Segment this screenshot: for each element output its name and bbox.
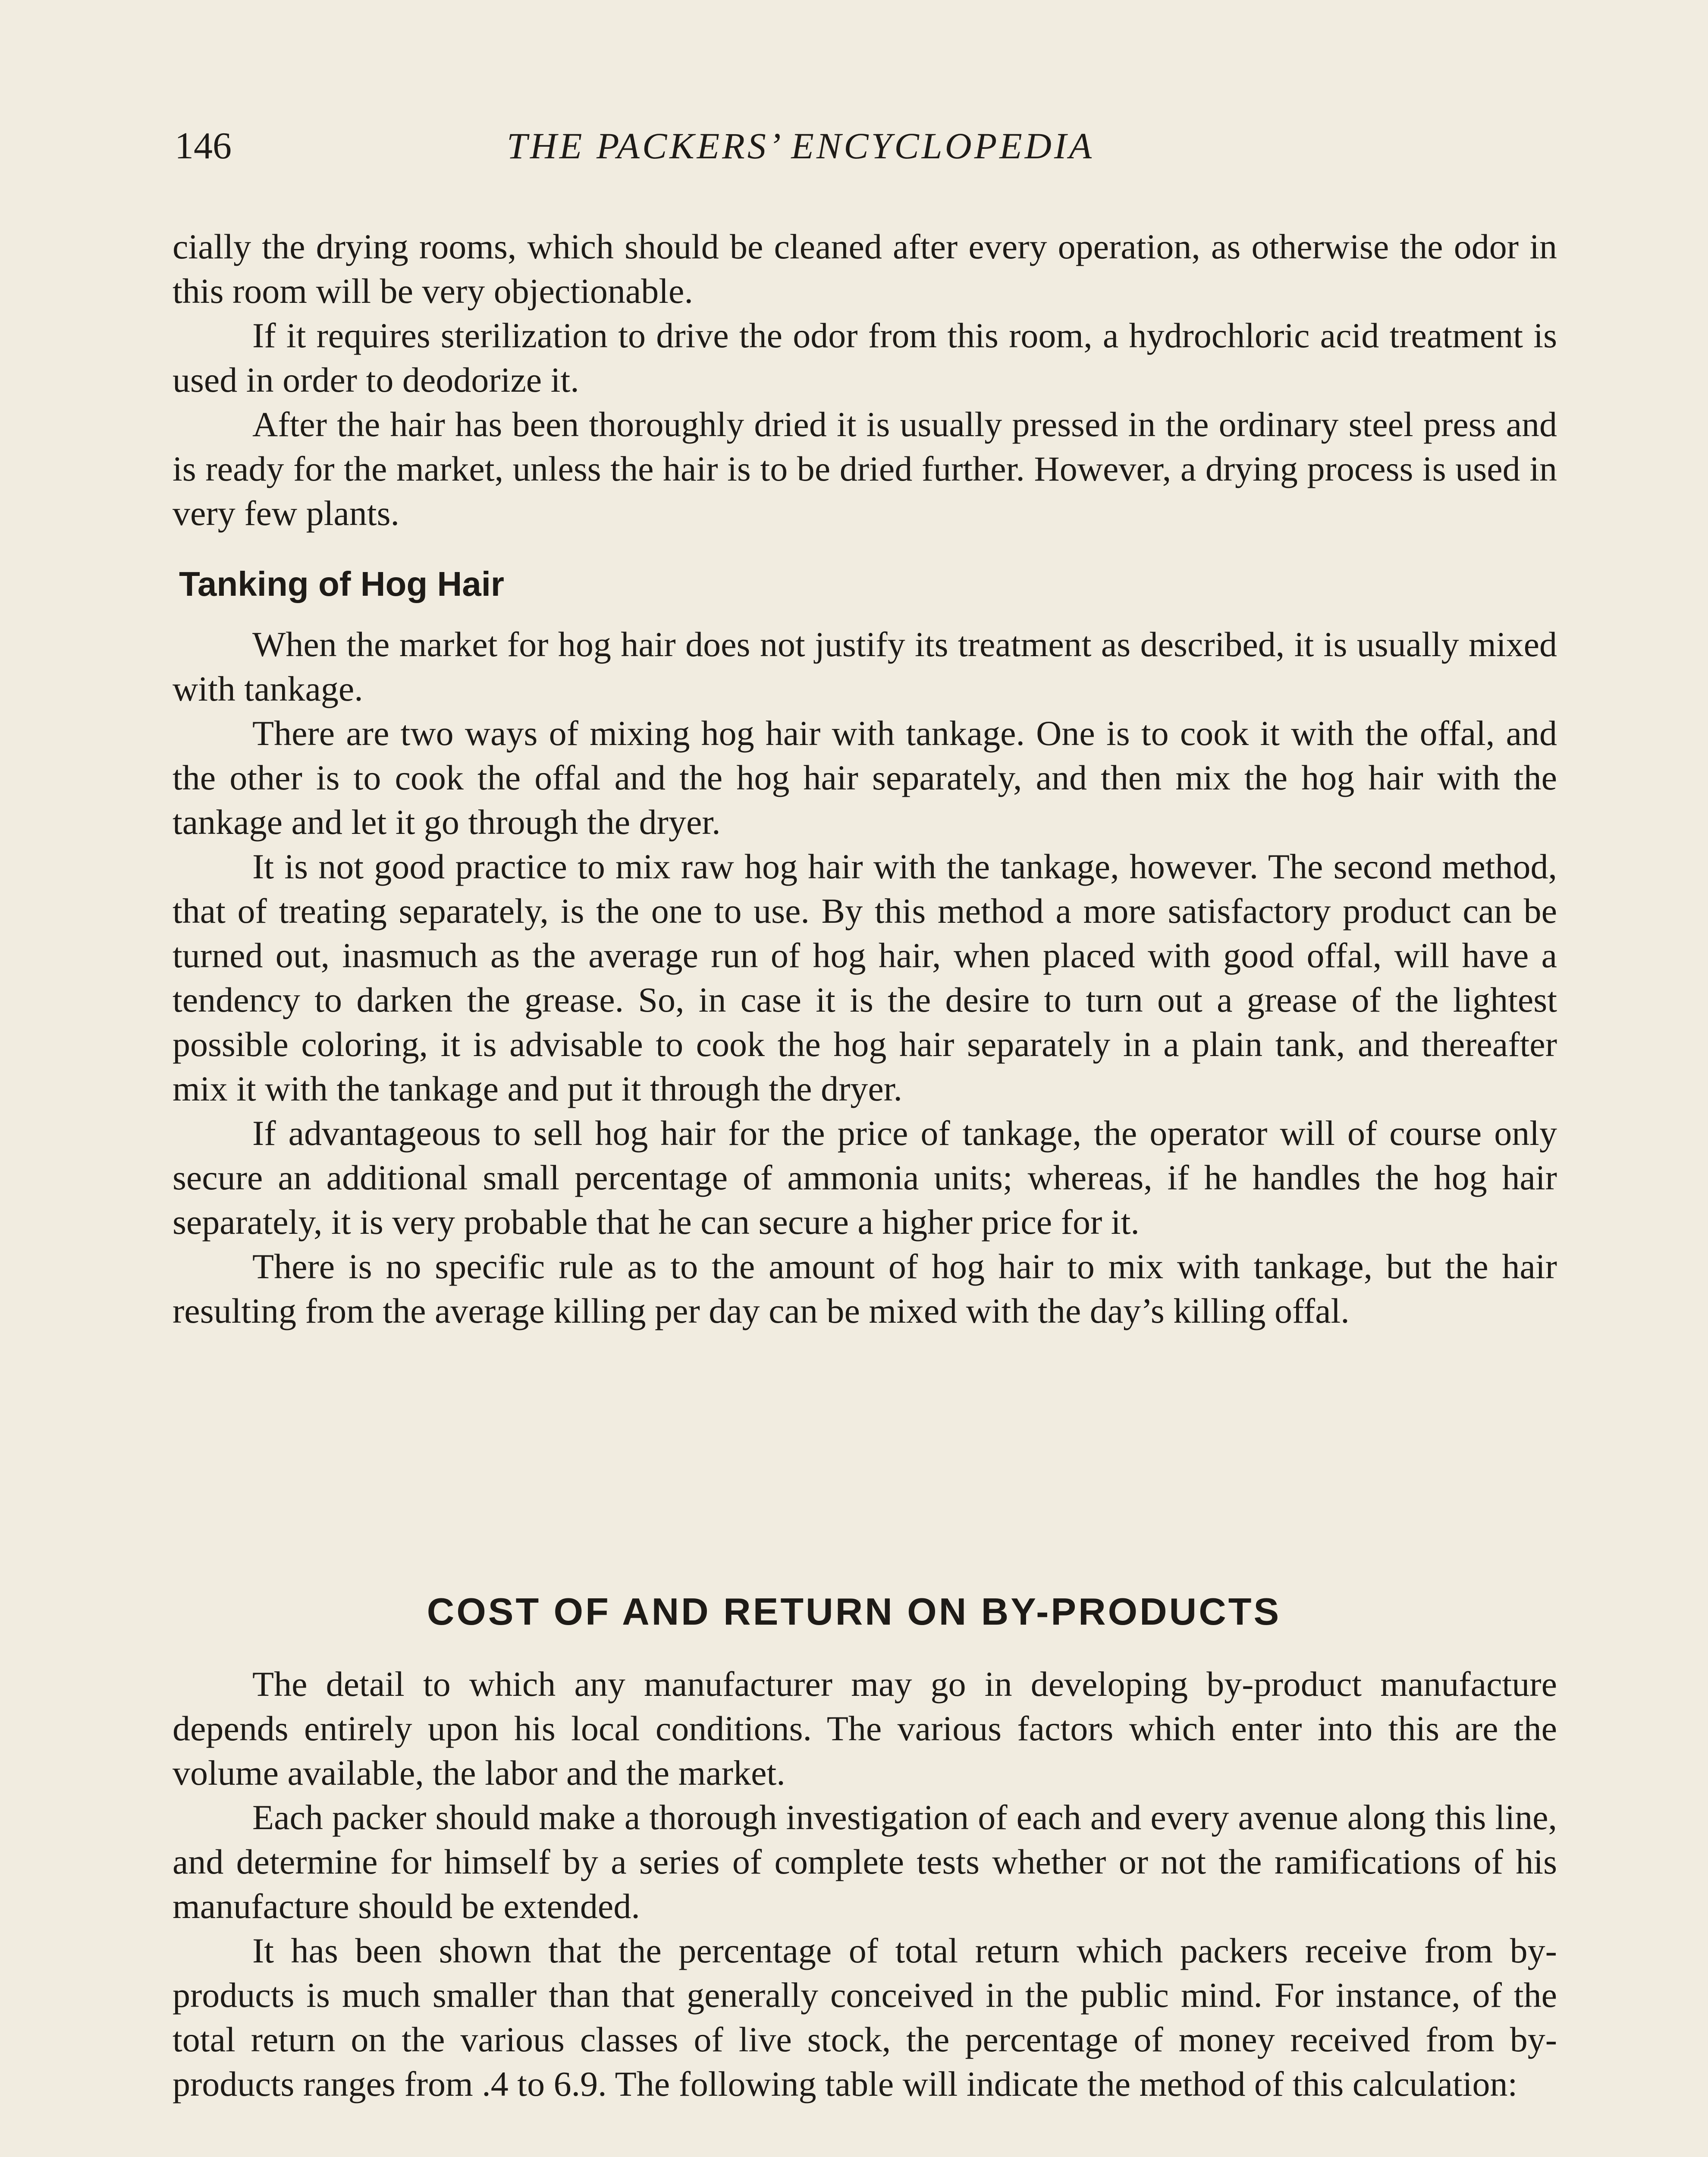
section-heading-tanking: Tanking of Hog Hair xyxy=(179,565,505,603)
paragraph: The detail to which any manufacturer may go in developing by-product manufacture depends entirely upon his local conditions. The various factors which enter into this are the volume available, the labor and the market. xyxy=(173,1664,1557,1792)
paragraph: If advantageous to sell hog hair for the price of tankage, the operator will of course only secure an additional small percentage of ammonia units; whereas, if he handles the hog hair separately, it is very probable that he can secure a higher price for it. xyxy=(173,1113,1557,1242)
page-number: 146 xyxy=(175,125,232,167)
paragraph: There is no specific rule as to the amount of hog hair to mix with tankage, but the hair resulting from the average killing per day can be mixed with the day’s killing offal. xyxy=(173,1247,1557,1330)
section-title-cost: COST OF AND RETURN ON BY-PRODUCTS xyxy=(427,1590,1281,1633)
paragraph: It is not good practice to mix raw hog hair with the tankage, however. The second method, that of treating separately, is the one to use. By this method a more satisfactory product can be turned out, inasmuch as the average run of hog hair, when placed with good offal, will have a tendency to darken the grease. So, in case it is the desire to turn out a grease of the lightest possible coloring, it is advisable to cook the hog hair separately in a plain tank, and thereafter mix it with the tankage and put it through the dryer. xyxy=(173,847,1557,1108)
paragraph: cially the drying rooms, which should be cleaned after every operation, as otherwise the odor in this room will be very objectionable. xyxy=(173,227,1557,311)
paragraph: It has been shown that the percentage of total return which packers receive from by-products is much smaller than that generally conceived in the public mind. For instance, of the total return on the various classes of live stock, the percentage of money received from by-products ranges from .4 to 6.9. The following table will indicate the method of this calculation: xyxy=(173,1931,1557,2104)
running-title: THE PACKERS’ ENCYCLOPEDIA xyxy=(507,125,1095,167)
paragraph: After the hair has been thoroughly dried it is usually pressed in the ordinary steel press and is ready for the market, unless the hair is to be dried further. However, a drying process is used in very few plants. xyxy=(173,405,1557,533)
paragraph: When the market for hog hair does not justify its treatment as described, it is usually mixed with tankage. xyxy=(173,625,1557,708)
paragraph: If it requires sterilization to drive the odor from this room, a hydrochloric acid treatment is used in order to deodorize it. xyxy=(173,316,1557,399)
running-head xyxy=(175,124,1546,172)
paragraph: Each packer should make a thorough investigation of each and every avenue along this line, and determine for himself by a series of complete tests whether or not the ramifications of his manufacture should be extended. xyxy=(173,1798,1557,1926)
cost-section xyxy=(173,1662,1557,2106)
paragraph: There are two ways of mixing hog hair with tankage. One is to cook it with the offal, and the other is to cook the offal and the hog hair separately, and then mix the hog hair with the tankage and let it go through the dryer. xyxy=(173,714,1557,842)
drying-section xyxy=(173,224,1557,535)
tanking-section xyxy=(173,622,1557,1333)
